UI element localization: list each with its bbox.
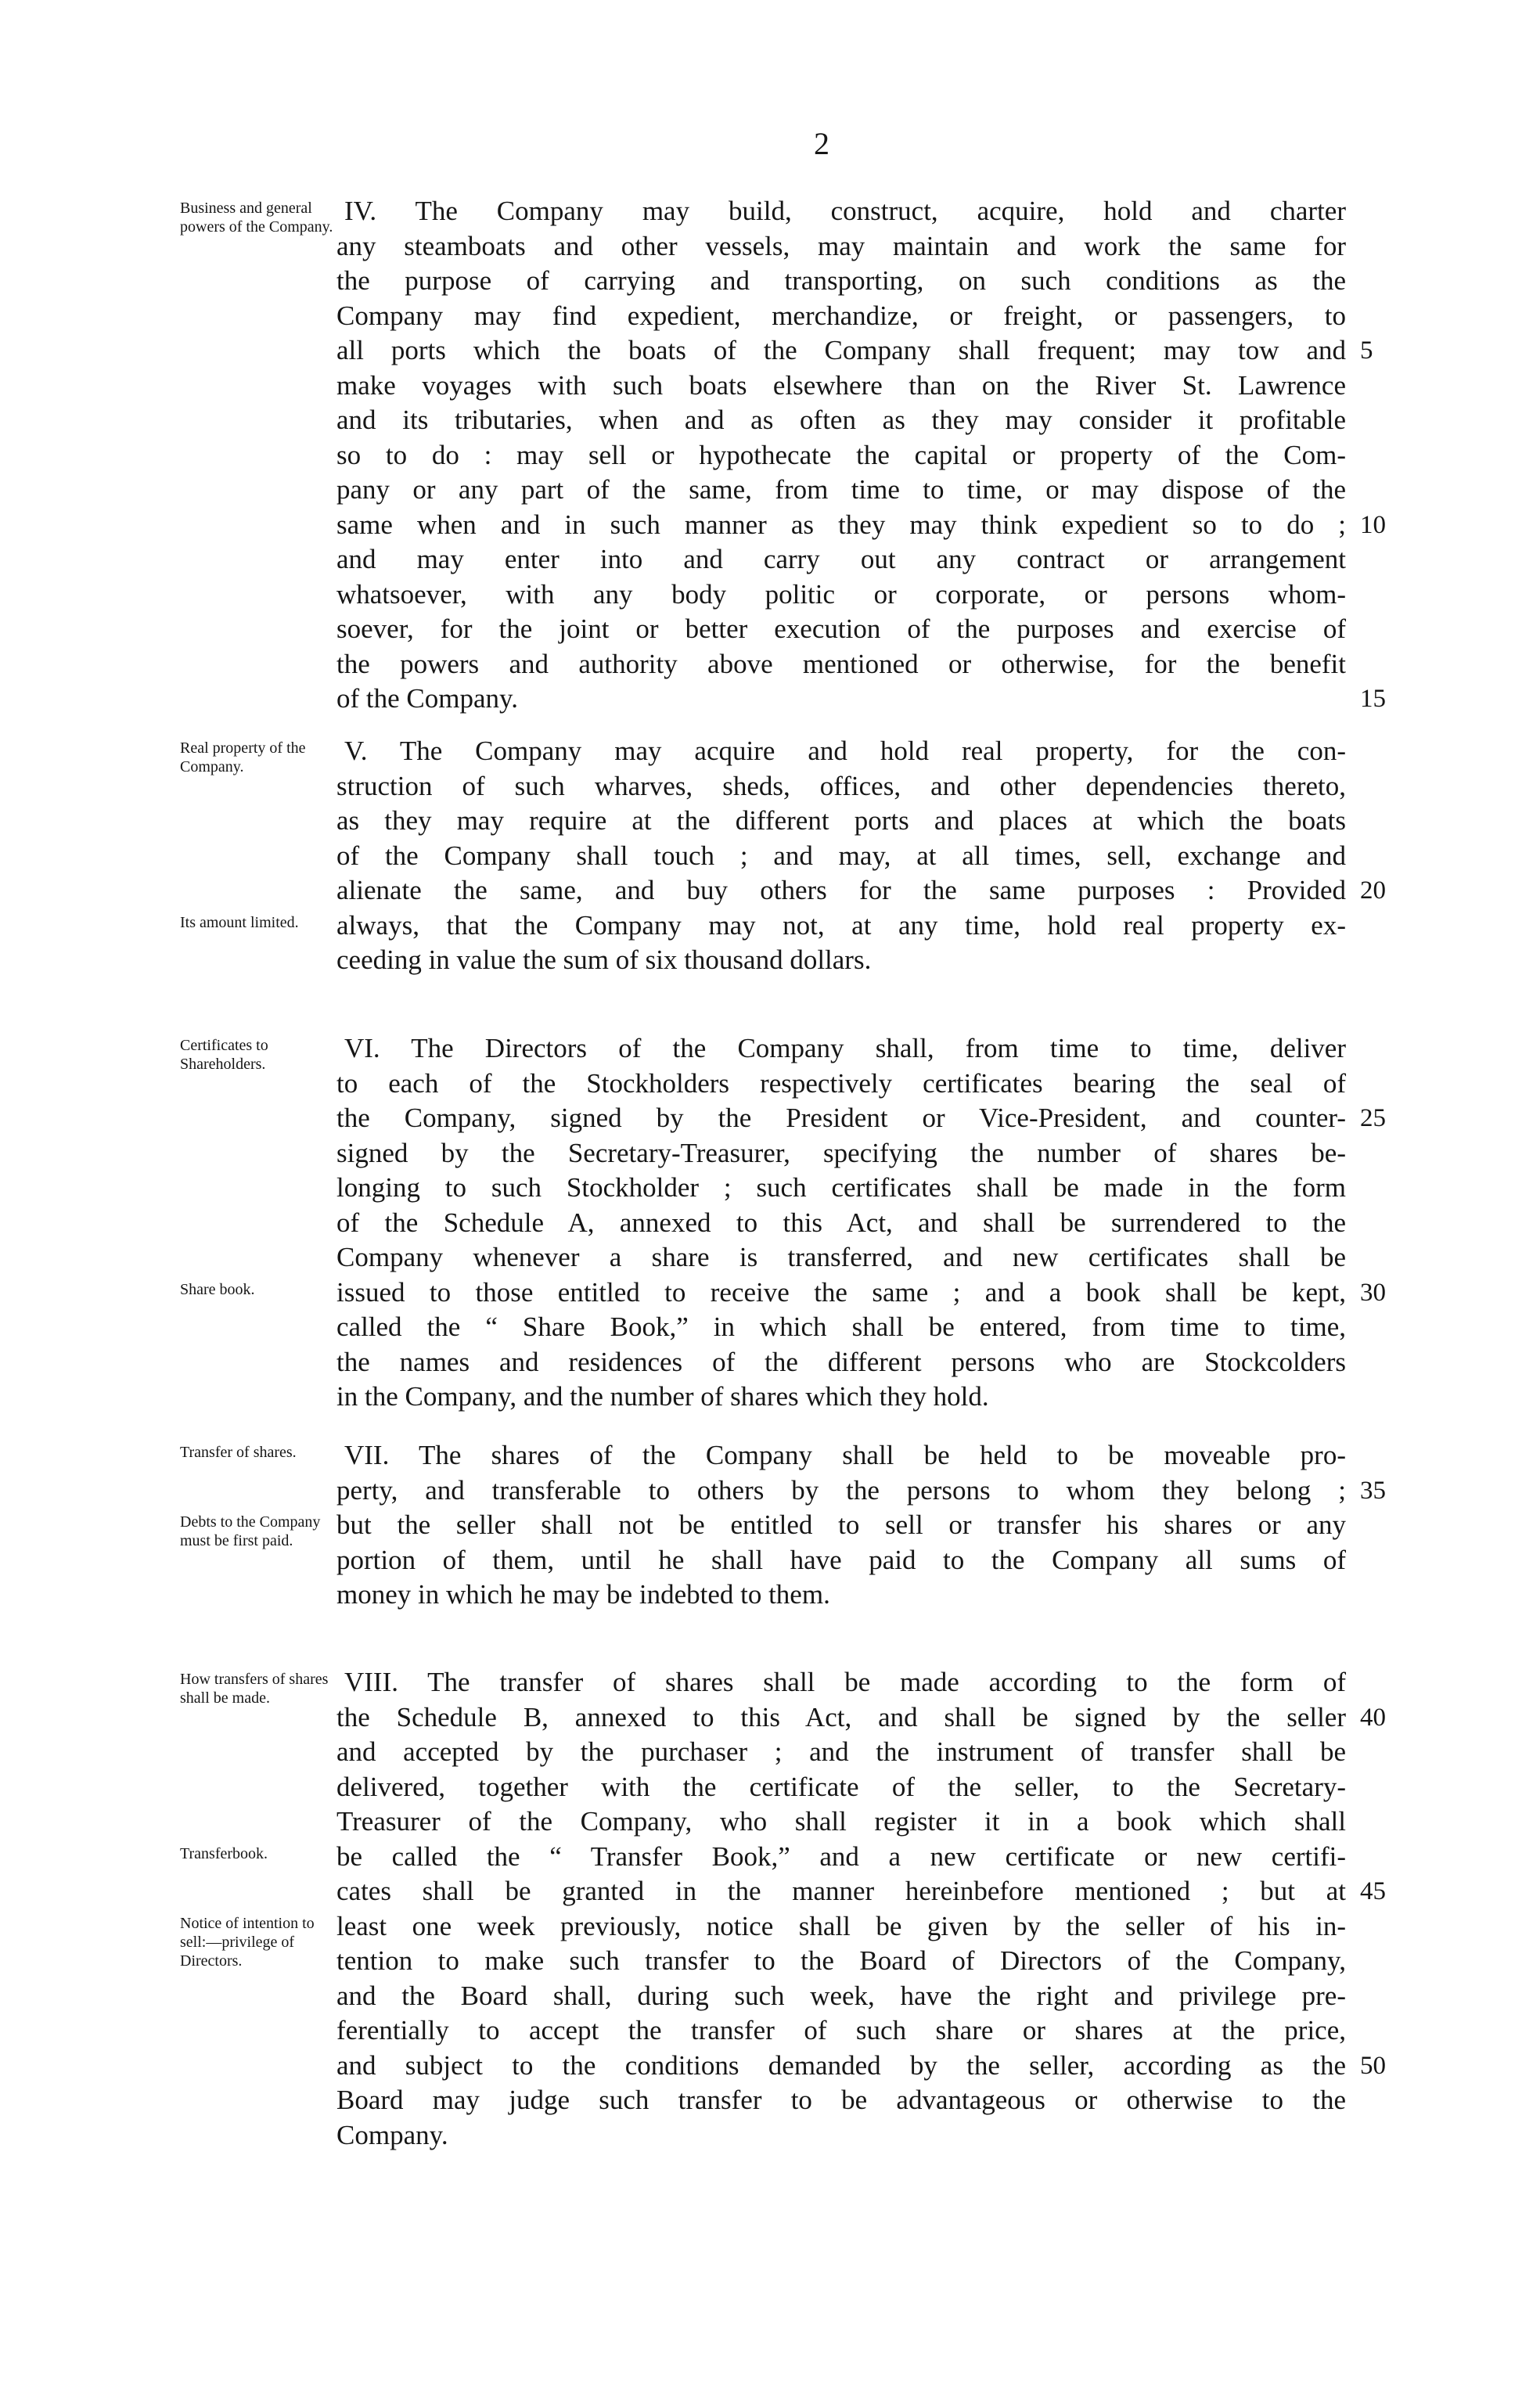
text-line: to each of the Stockholders respectively certificates bearing the seal of [336,1067,1346,1099]
text-line: in the Company, and the number of shares which they hold. [336,1381,989,1412]
text-line: signed by the Secretary-Treasurer, specifying the number of shares be- [336,1137,1346,1168]
margin-note: Certificates to Shareholders. [180,1037,268,1073]
line-number: 40 [1360,1703,1386,1732]
margin-note: Business and general powers of the Company. [180,200,333,236]
text-line: whatsoever, with any body politic or corporate, or persons whom- [336,578,1346,610]
text-line: Company. [336,2119,448,2150]
text-line: Board may judge such transfer to be advantageous or otherwise to the [336,2085,1346,2115]
line-number: 45 [1360,1877,1386,1905]
text-line: IV. The Company may build, construct, acquire, hold and charter [344,196,1346,226]
margin-note: Transferbook. [180,1844,268,1862]
text-line: all ports which the boats of the Company shall frequent; may tow and [336,335,1346,365]
text-line: ceeding in value the sum of six thousand dollars. [336,944,872,975]
text-line: least one week previously, notice shall be given by the seller of his in- [336,1910,1346,1941]
line-number: 20 [1360,876,1386,905]
margin-note: How transfers of shares shall be made. [180,1671,329,1707]
margin-note: Notice of intention to sell:—privilege of Directors. [180,1914,315,1970]
text-line: always, that the Company may not, at any time, hold real property ex- [336,909,1346,941]
text-line: perty, and transferable to others by the persons to whom they belong ; [336,1474,1346,1506]
text-line: soever, for the joint or better execution of the purposes and exercise of [336,613,1346,644]
text-line: the powers and authority above mentioned or otherwise, for the benefit [336,648,1346,679]
text-line: the purpose of carrying and transporting, on such conditions as the [336,265,1346,296]
margin-note: Real property of the Company. [180,739,306,775]
text-line: alienate the same, and buy others for the same purposes : Provided [336,875,1346,905]
margin-note: Debts to the Company must be first paid. [180,1513,321,1549]
text-line: struction of such wharves, sheds, offices, and other dependencies thereto, [336,770,1346,801]
margin-note: Transfer of shares. [180,1444,297,1461]
text-line: of the Company shall touch ; and may, at all times, sell, exchange and [336,840,1346,871]
text-line: Company whenever a share is transferred, and new certificates shall be [336,1242,1346,1272]
line-number: 30 [1360,1278,1386,1307]
text-line: VI. The Directors of the Company shall, from time to time, deliver [344,1033,1346,1063]
margin-note: Its amount limited. [180,913,299,931]
text-line: and the Board shall, during such week, have the right and privilege pre- [336,1980,1346,2011]
text-line: tention to make such transfer to the Board of Directors of the Company, [336,1945,1346,1976]
text-line: but the seller shall not be entitled to sell or transfer his shares or any [336,1509,1346,1540]
text-line: VIII. The transfer of shares shall be made according to the form of [344,1667,1346,1697]
text-line: and subject to the conditions demanded by the seller, according as the [336,2049,1346,2081]
text-line: pany or any part of the same, from time to time, or may dispose of the [336,474,1346,505]
text-line: cates shall be granted in the manner hereinbefore mentioned ; but at [336,1876,1346,1906]
text-line: same when and in such manner as they may think expedient so to do ; [336,509,1346,540]
text-line: Treasurer of the Company, who shall register it in a book which shall [336,1806,1346,1837]
text-line: and its tributaries, when and as often as they may consider it profitable [336,405,1346,435]
page-number: 2 [814,126,829,161]
text-line: longing to such Stockholder ; such certificates shall be made in the form [336,1172,1346,1203]
text-line: Company may find expedient, merchandize, or freight, or passengers, to [336,300,1346,331]
text-line: V. The Company may acquire and hold real property, for the con- [344,736,1346,766]
text-line: money in which he may be indebted to them. [336,1579,830,1610]
text-line: so to do : may sell or hypothecate the capital or property of the Com- [336,439,1346,470]
text-line: VII. The shares of the Company shall be held to be moveable pro- [344,1440,1346,1470]
text-line: issued to those entitled to receive the same ; and a book shall be kept, [336,1276,1346,1308]
text-line: delivered, together with the certificate of the seller, to the Secretary- [336,1771,1346,1802]
text-line: and accepted by the purchaser ; and the instrument of transfer shall be [336,1736,1346,1767]
text-line: as they may require at the different ports and places at which the boats [336,805,1346,836]
margin-note: Share book. [180,1280,255,1298]
text-line: and may enter into and carry out any contract or arrangement [336,544,1346,574]
text-line: portion of them, until he shall have paid to the Company all sums of [336,1544,1346,1575]
text-line: the Schedule B, annexed to this Act, and shall be signed by the seller [336,1701,1346,1732]
line-number: 25 [1360,1104,1386,1132]
text-line: of the Schedule A, annexed to this Act, and shall be surrendered to the [336,1207,1346,1238]
line-number: 15 [1360,685,1386,713]
line-number: 10 [1360,510,1386,539]
text-line: of the Company. [336,683,518,714]
line-number: 35 [1360,1476,1386,1505]
text-line: any steamboats and other vessels, may maintain and work the same for [336,230,1346,261]
line-number: 50 [1360,2051,1386,2080]
text-line: the names and residences of the different persons who are Stockcolders [336,1346,1346,1377]
text-line: called the “ Share Book,” in which shall be entered, from time to time, [336,1311,1346,1342]
text-line: ferentially to accept the transfer of such share or shares at the price, [336,2015,1346,2045]
line-number: 5 [1360,336,1373,365]
text-line: be called the “ Transfer Book,” and a new certificate or new certifi- [336,1840,1346,1872]
text-line: the Company, signed by the President or Vice-President, and counter- [336,1103,1346,1133]
text-line: make voyages with such boats elsewhere than on the River St. Lawrence [336,369,1346,401]
